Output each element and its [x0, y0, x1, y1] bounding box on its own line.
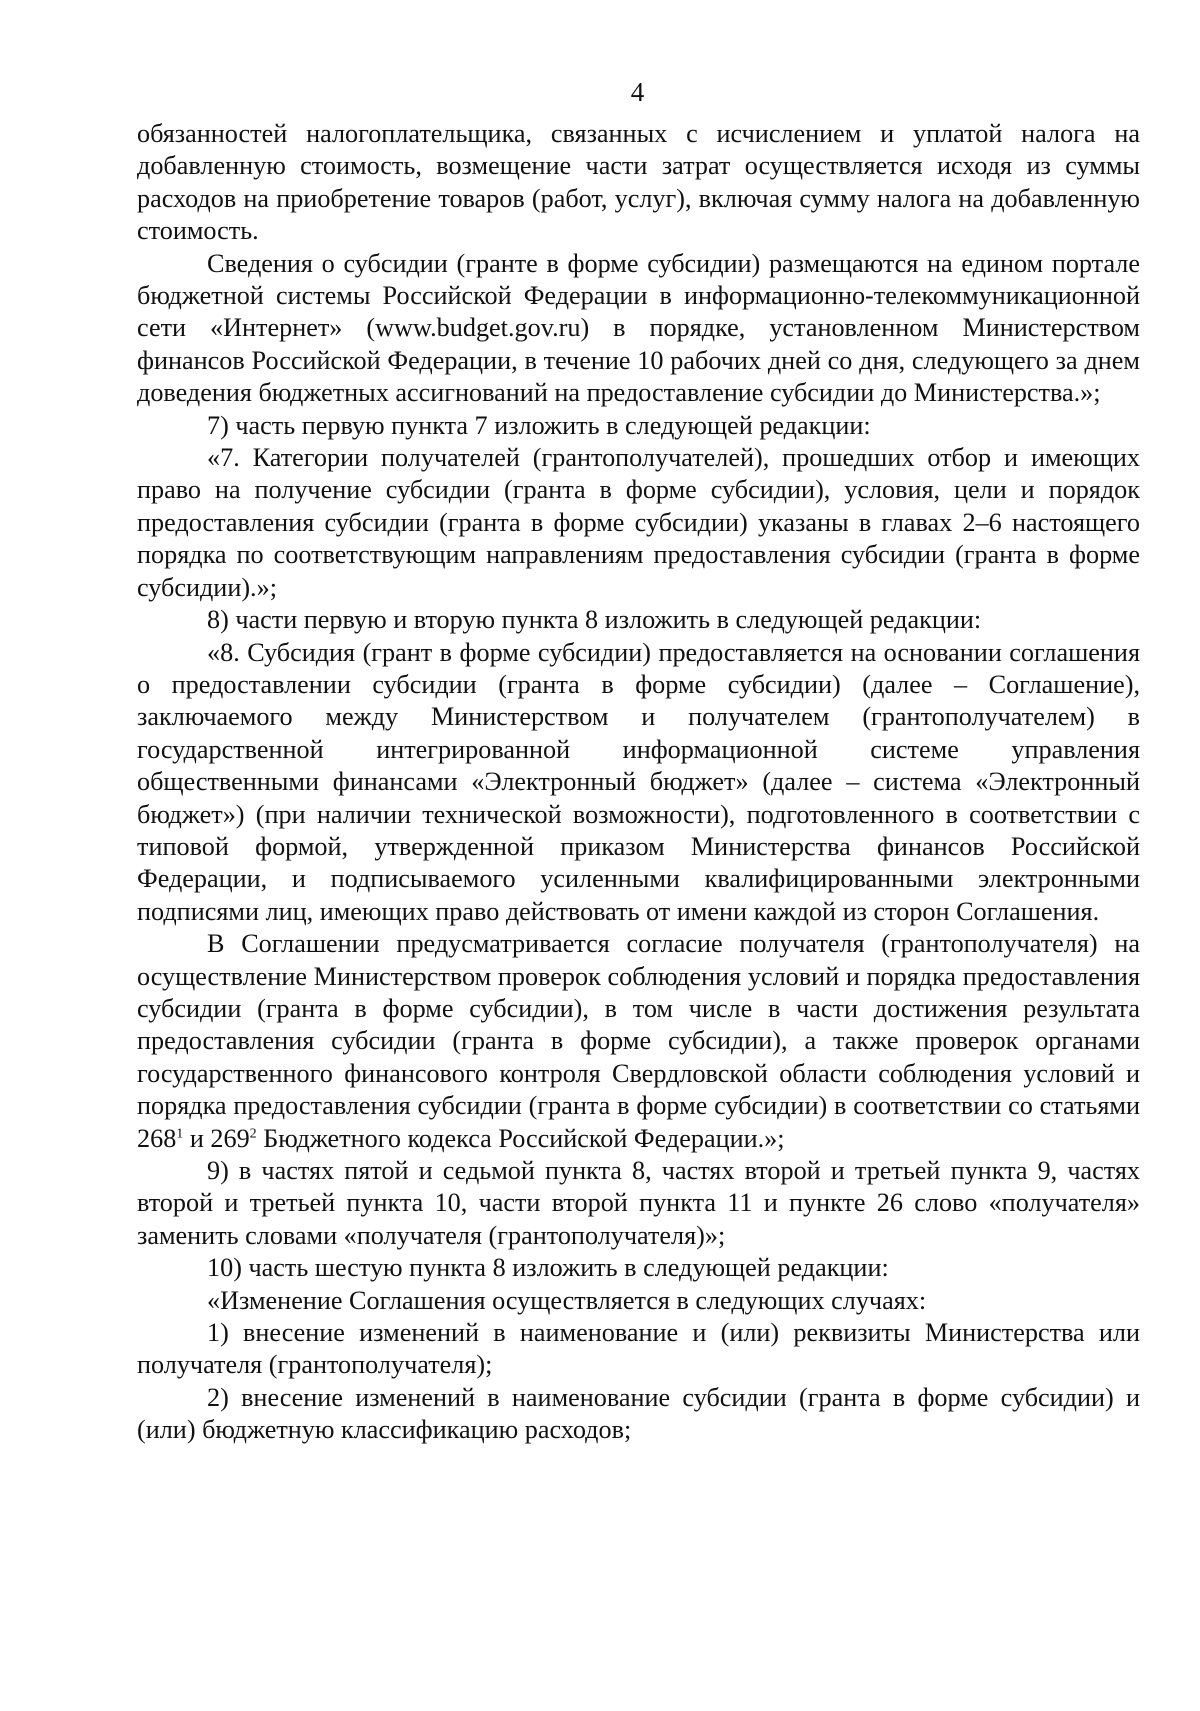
paragraph-agreement-consent-text: В Соглашении предусматривается согласие получателя (грантополучателя) на осуществление Министерством проверок соблюдения условий и порядка предоставления субсидии (гранта в форме субсидии), в том числе в части достижения результата предоставления субсидии (гранта в форме субсидии), а также проверок органами государственного финансового контроля Свердловской области соблюдения условий и порядка предоставления субсидии (гранта в форме субсидии) в соответствии со статьями 268	[137, 929, 1140, 1153]
paragraph-agreement-consent-middle: и 269	[183, 1123, 250, 1153]
superscript-1: 1	[176, 1125, 184, 1141]
page-number: 4	[630, 77, 645, 107]
paragraph-case-1: 1) внесение изменений в наименование и (или) реквизиты Министерства или получателя (грантополучателя);	[137, 1318, 1140, 1380]
paragraph-clause-7: «7. Категории получателей (грантополучателей), прошедших отбор и имеющих право на получение субсидии (гранта в форме субсидии), условия, цели и порядок предоставления субсидии (гранта в форме субсидии) указаны в главах 2–6 настоящего порядка по соответствующим направлениям предоставления субсидии (гранта в форме субсидии).»;	[137, 443, 1140, 602]
paragraph-case-2: 2) внесение изменений в наименование субсидии (гранта в форме субсидии) и (или) бюджетную классификацию расходов;	[137, 1382, 1140, 1445]
document-body	[137, 118, 1140, 1447]
superscript-2: 2	[249, 1125, 257, 1141]
paragraph-agreement-consent	[137, 928, 1140, 1155]
paragraph-clause-8: «8. Субсидия (грант в форме субсидии) предоставляется на основании соглашения о предоставлении субсидии (гранта в форме субсидии) (далее – Соглашение), заключаемого между Министерством и получателем (грантополучателем) в государственной интегрированной информационной системе управления общественными финансами «Электронный бюджет» (далее – система «Электронный бюджет») (при наличии технической возможности), подготовленного в соответствии с типовой формой, утвержденной приказом Министерства финансов Российской Федерации, и подписываемого усиленными квалифицированными электронными подписями лиц, имеющих право действовать от имени каждой из сторон Соглашения.	[137, 637, 1140, 926]
paragraph-subsidy-info: Сведения о субсидии (гранте в форме субсидии) размещаются на едином портале бюджетной системы Российской Федерации в информационно-телекоммуникационной сети «Интернет» (www.budget.gov.ru) в порядке, установленном Министерством финансов Российской Федерации, в течение 10 рабочих дней со дня, следующего за днем доведения бюджетных ассигнований на предоставление субсидии до Министерства.»;	[137, 248, 1140, 408]
paragraph-agreement-change: «Изменение Соглашения осуществляется в следующих случаях:	[207, 1285, 927, 1315]
paragraph-agreement-consent-end: Бюджетного кодекса Российской Федерации.»;	[256, 1123, 785, 1153]
paragraph-item-10: 10) часть шестую пункта 8 изложить в следующей редакции:	[207, 1253, 889, 1283]
paragraph-item-9: 9) в частях пятой и седьмой пункта 8, частях второй и третьей пункта 9, частях второй и третьей пункта 10, части второй пункта 11 и пункте 26 слово «получателя» заменить словами «получателя (грантополучателя)»;	[137, 1156, 1140, 1250]
paragraph-continuation: обязанностей налогоплательщика, связанных с исчислением и уплатой налога на добавленную стоимость, возмещение части затрат осуществляется исходя из суммы расходов на приобретение товаров (работ, услуг), включая сумму налога на добавленную стоимость.	[137, 119, 1140, 246]
paragraph-item-8: 8) части первую и вторую пункта 8 изложить в следующей редакции:	[207, 605, 982, 635]
paragraph-item-7: 7) часть первую пункта 7 изложить в следующей редакции:	[207, 410, 871, 440]
